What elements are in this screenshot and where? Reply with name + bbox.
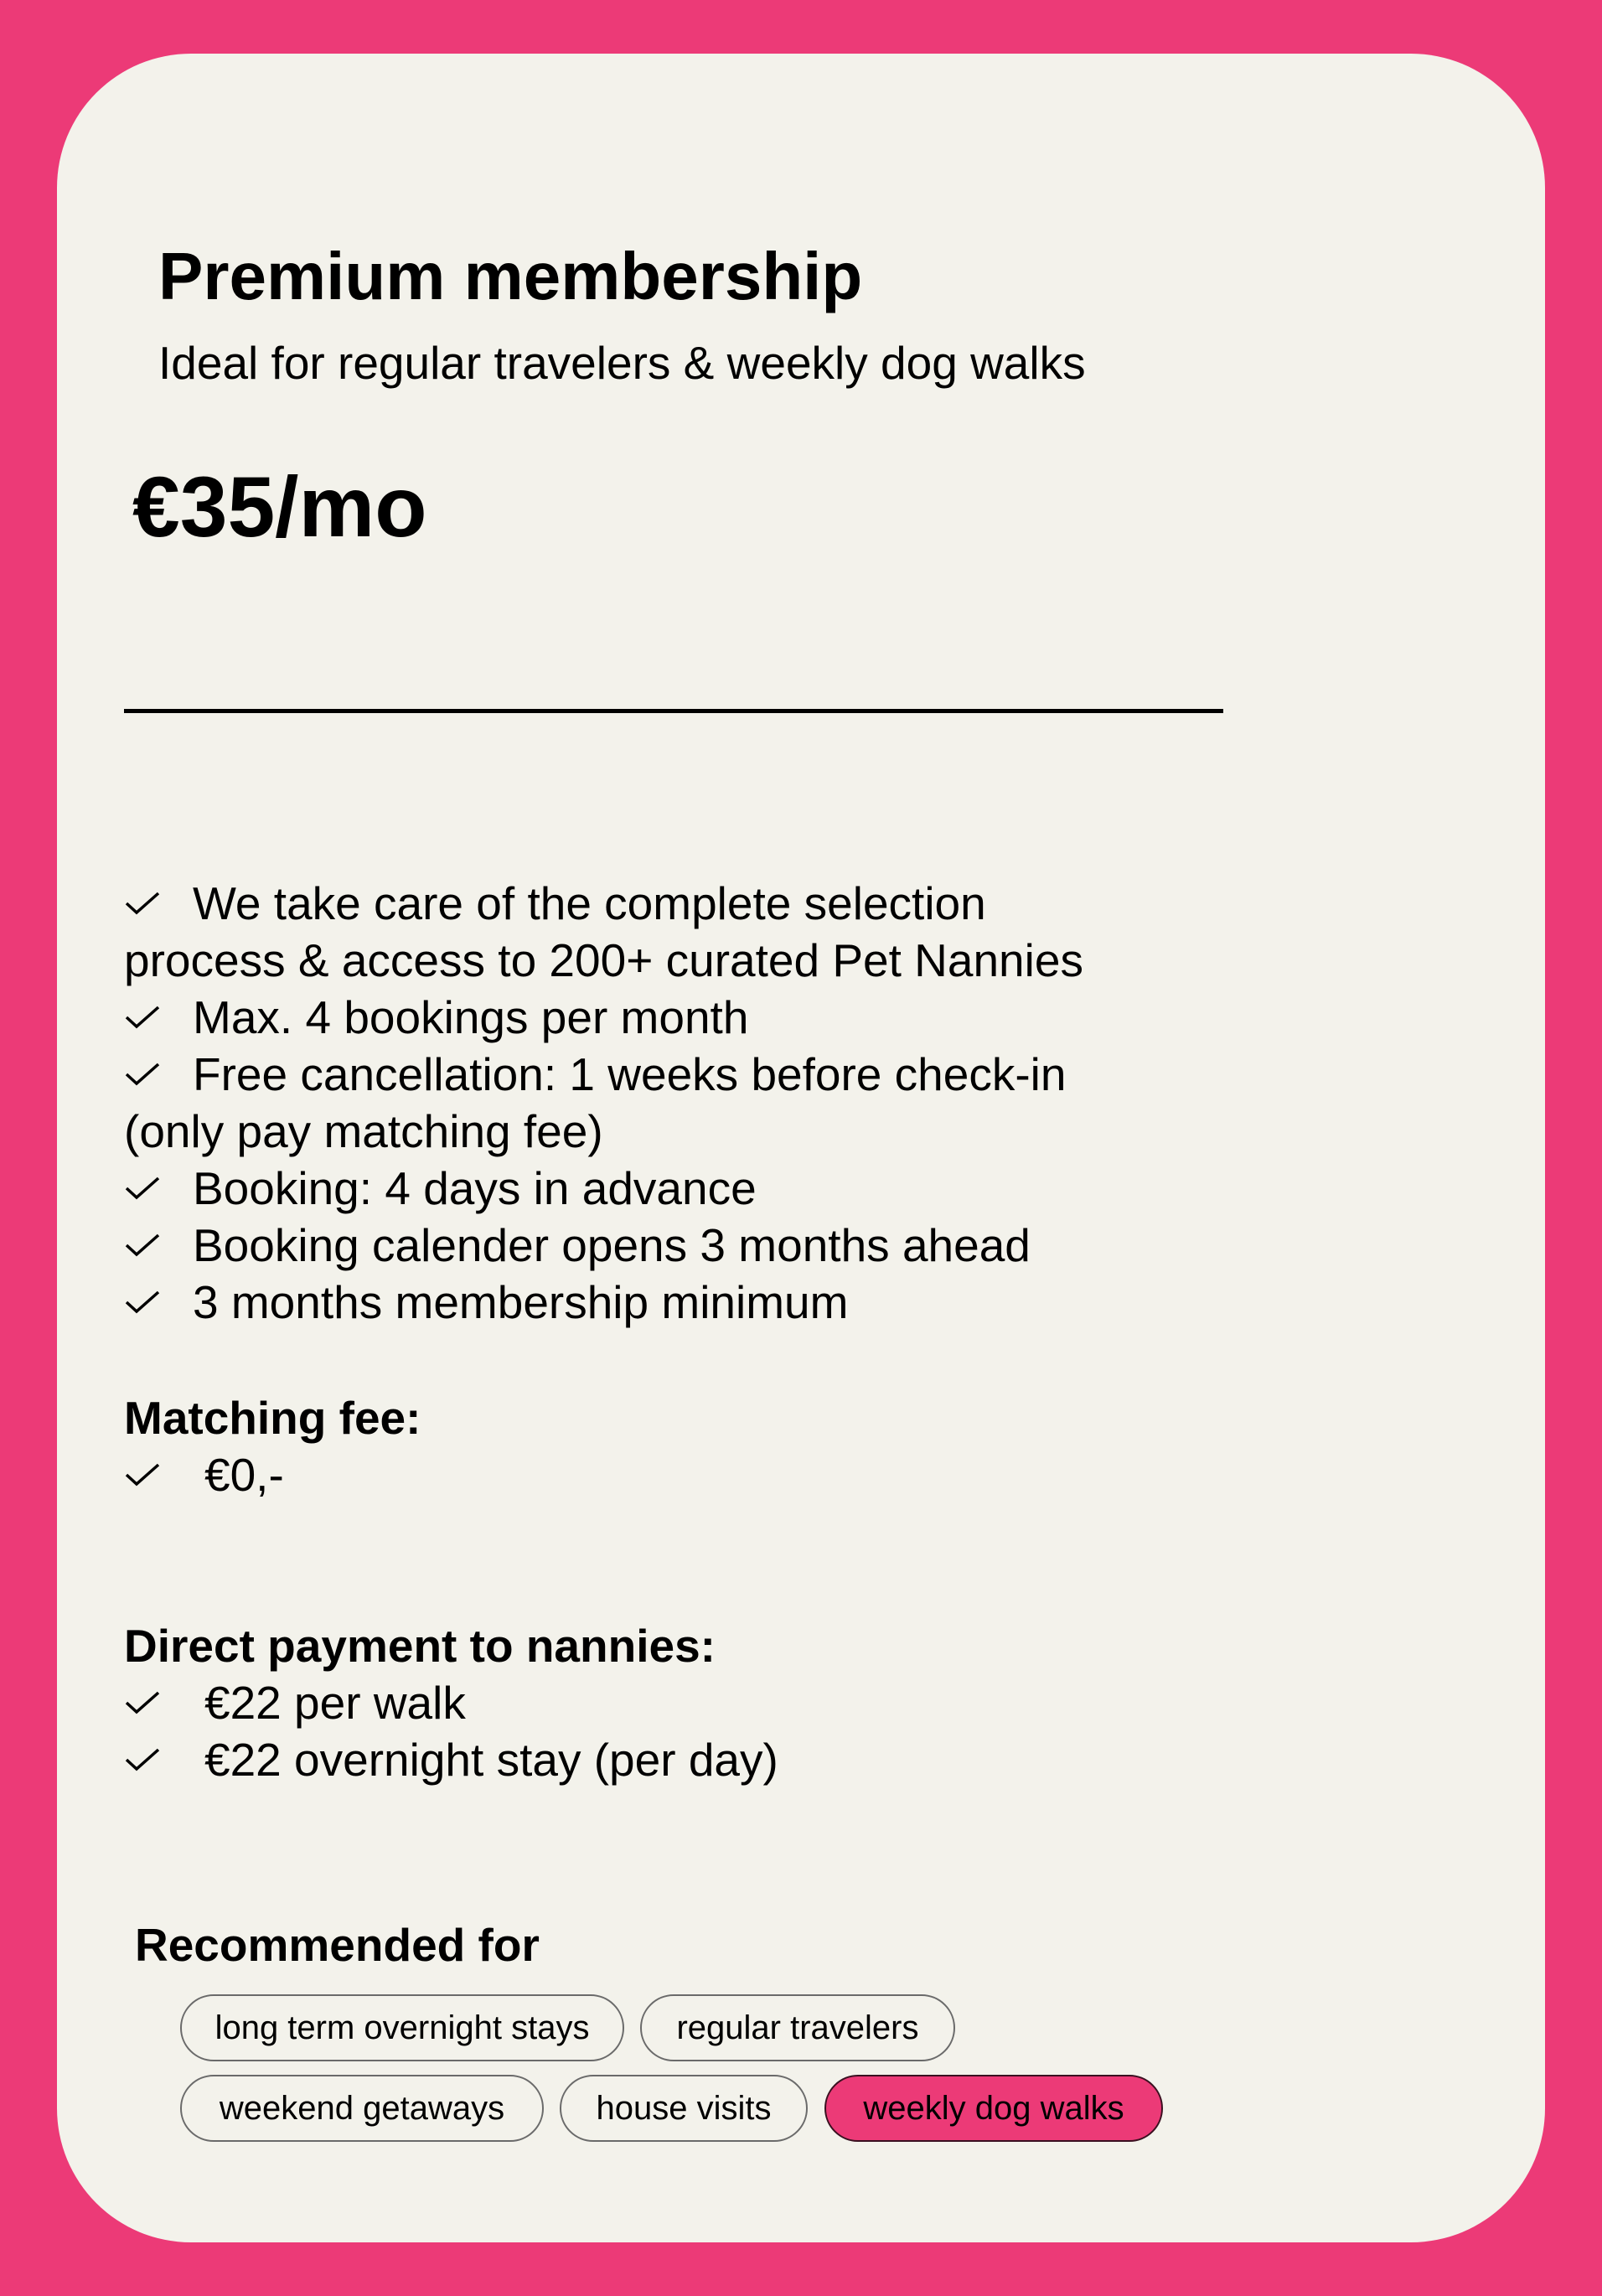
tag-regular-travelers[interactable]: regular travelers — [640, 1994, 955, 2061]
matching-fee-heading: Matching fee: — [124, 1392, 421, 1444]
direct-payment-section — [124, 1617, 778, 1788]
check-icon — [124, 1747, 204, 1772]
feature-item — [124, 989, 1339, 1046]
direct-payment-item — [124, 1731, 778, 1788]
feature-item — [124, 1217, 1339, 1274]
plan-subtitle: Ideal for regular travelers & weekly dog walks — [158, 337, 1086, 389]
plan-price: €35/mo — [132, 459, 427, 555]
direct-payment-value: €22 per walk — [204, 1677, 466, 1729]
check-icon — [124, 1005, 193, 1030]
matching-fee-section — [124, 1389, 421, 1503]
tag-house-visits[interactable]: house visits — [560, 2075, 808, 2142]
feature-text: We take care of the complete selection — [193, 877, 986, 929]
check-icon — [124, 1462, 204, 1487]
direct-payment-item — [124, 1674, 778, 1731]
feature-text: Max. 4 bookings per month — [193, 991, 749, 1043]
feature-item — [124, 875, 1339, 932]
divider — [124, 709, 1223, 713]
matching-fee-value: €0,- — [204, 1449, 284, 1501]
check-icon — [124, 1290, 193, 1315]
feature-continuation: process & access to 200+ curated Pet Nannies — [124, 934, 1083, 986]
tag-long-term-overnight-stays[interactable]: long term overnight stays — [180, 1994, 624, 2061]
check-icon — [124, 1690, 204, 1715]
direct-payment-value: €22 overnight stay (per day) — [204, 1734, 778, 1786]
recommended-heading: Recommended for — [135, 1919, 540, 1971]
tag-weekly-dog-walks[interactable]: weekly dog walks — [824, 2075, 1163, 2142]
feature-text: Free cancellation: 1 weeks before check-in — [193, 1048, 1067, 1100]
feature-item — [124, 1160, 1339, 1217]
feature-item — [124, 1274, 1339, 1331]
check-icon — [124, 1062, 193, 1087]
feature-continuation: (only pay matching fee) — [124, 1105, 603, 1157]
check-icon — [124, 891, 193, 916]
plan-title: Premium membership — [158, 239, 863, 313]
feature-list — [124, 875, 1339, 1331]
feature-text: Booking: 4 days in advance — [193, 1162, 757, 1214]
feature-text: Booking calender opens 3 months ahead — [193, 1219, 1031, 1271]
feature-item — [124, 1046, 1339, 1103]
direct-payment-heading: Direct payment to nannies: — [124, 1620, 716, 1672]
feature-text: 3 months membership minimum — [193, 1276, 849, 1328]
check-icon — [124, 1233, 193, 1258]
matching-fee-item — [124, 1446, 421, 1503]
check-icon — [124, 1176, 193, 1201]
tag-weekend-getaways[interactable]: weekend getaways — [180, 2075, 544, 2142]
